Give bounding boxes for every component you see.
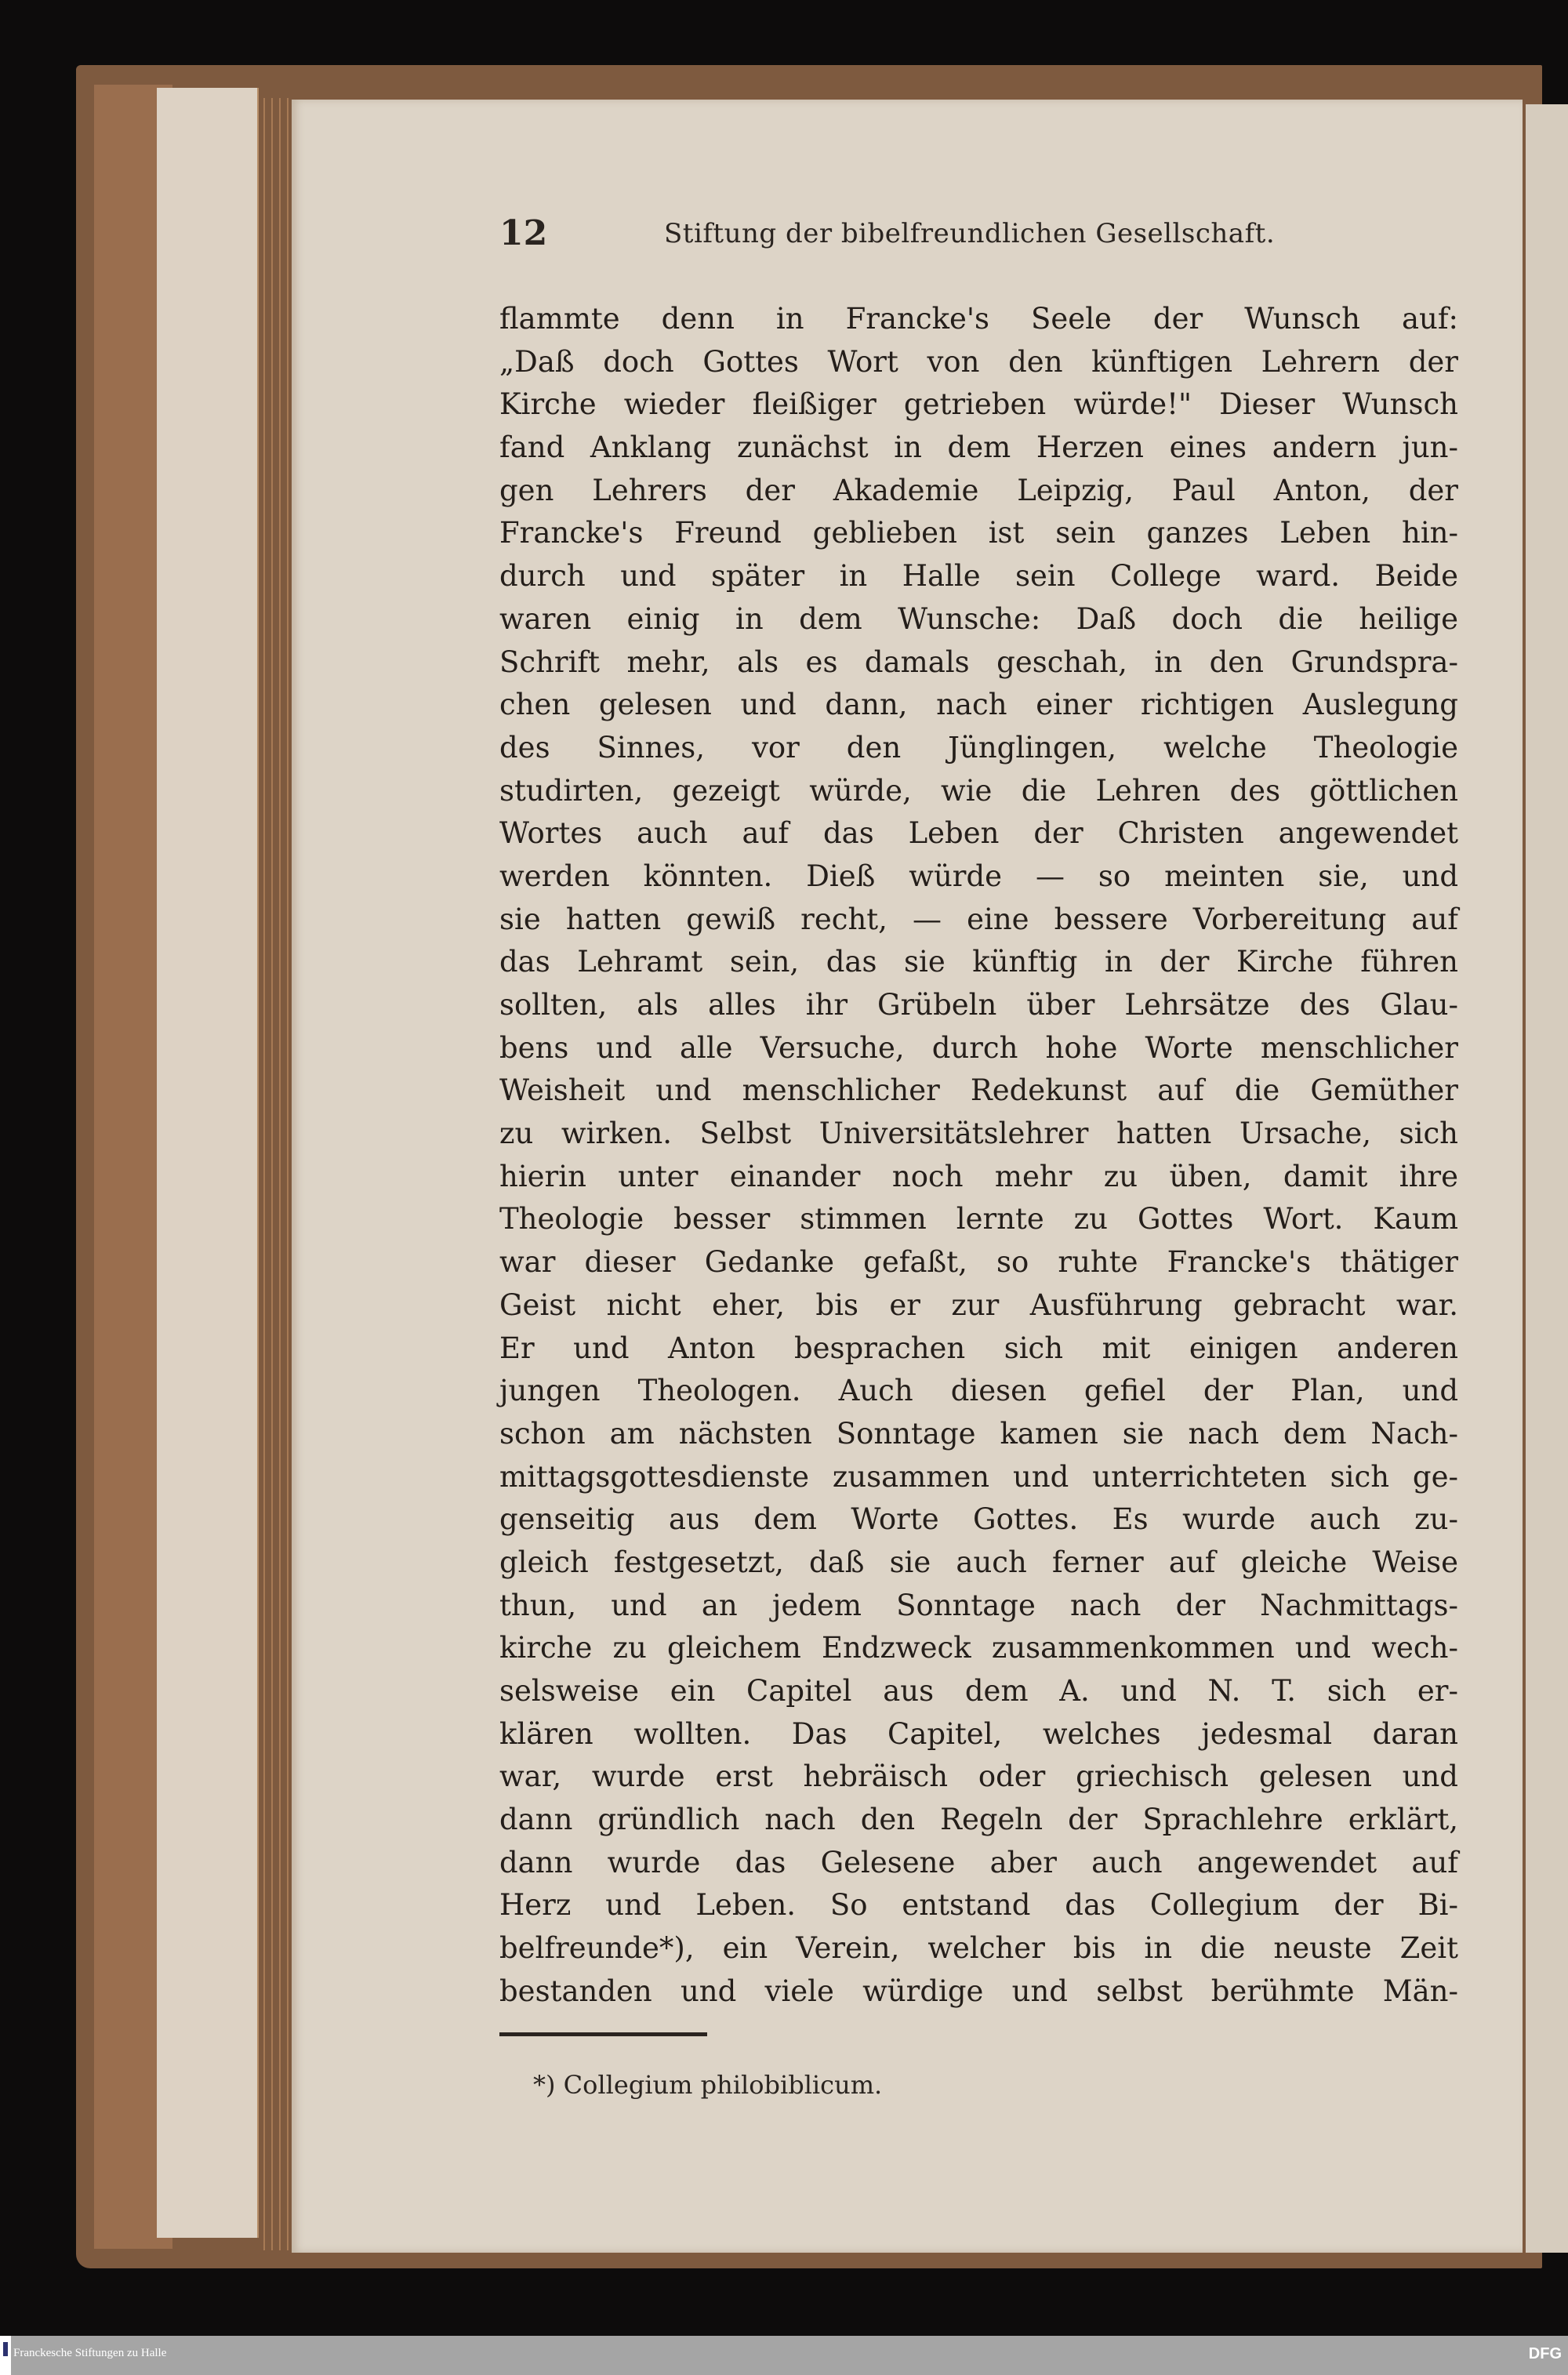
text-line: hierin unter einander noch mehr zu üben, damit ihre xyxy=(499,1159,1458,1193)
text-line: selsweise ein Capitel aus dem A. und N. T. sich er- xyxy=(499,1674,1458,1708)
text-line: bens und alle Versuche, durch hohe Worte menschlicher xyxy=(499,1030,1458,1065)
page-edge-line xyxy=(287,98,289,2250)
text-line: gleich festgesetzt, daß sie auch ferner auf gleiche Weise xyxy=(499,1545,1458,1579)
text-line: thun, und an jedem Sonntage nach der Nachmittags- xyxy=(499,1588,1458,1622)
text-line: Er und Anton besprachen sich mit einigen anderen xyxy=(499,1331,1458,1365)
text-line: Herz und Leben. So entstand das Collegium der Bi- xyxy=(499,1888,1458,1923)
text-line: Kirche wieder fleißiger getrieben würde!" Dieser Wunsch xyxy=(499,387,1458,422)
text-line: mittagsgottesdienste zusammen und unterrichteten sich ge- xyxy=(499,1459,1458,1494)
page-number: 12 xyxy=(499,213,548,253)
text-line: sollten, als alles ihr Grübeln über Lehrsätze des Glau- xyxy=(499,988,1458,1022)
text-line: war dieser Gedanke gefaßt, so ruhte Francke's thätiger xyxy=(499,1245,1458,1280)
text-line: fand Anklang zunächst in dem Herzen eines andern jun- xyxy=(499,430,1458,465)
text-line: genseitig aus dem Worte Gottes. Es wurde auch zu- xyxy=(499,1502,1458,1537)
footnote: *) Collegium philobiblicum. xyxy=(533,2070,883,2100)
text-line: sie hatten gewiß recht, — eine bessere Vorbereitung auf xyxy=(499,902,1458,936)
footnote-divider xyxy=(499,2032,707,2036)
text-line: gen Lehrers der Akademie Leipzig, Paul Anton, der xyxy=(499,473,1458,507)
page-edge-line xyxy=(279,98,281,2250)
running-title: Stiftung der bibelfreundlichen Gesellschaft. xyxy=(664,218,1276,249)
text-line: das Lehramt sein, das sie künftig in der Kirche führen xyxy=(499,945,1458,979)
text-line: chen gelesen und dann, nach einer richtigen Auslegung xyxy=(499,688,1458,722)
text-line: waren einig in dem Wunsche: Daß doch die heilige xyxy=(499,601,1458,636)
institution-logo-icon xyxy=(0,2336,11,2375)
text-line: Wortes auch auf das Leben der Christen angewendet xyxy=(499,816,1458,851)
institution-name: Franckesche Stiftungen zu Halle xyxy=(13,2347,167,2359)
left-page-stack xyxy=(157,88,259,2238)
text-line: war, wurde erst hebräisch oder griechisch gelesen und xyxy=(499,1759,1458,1794)
body-text xyxy=(499,298,1458,2014)
text-line: Francke's Freund geblieben ist sein ganzes Leben hin- xyxy=(499,516,1458,550)
text-line: Geist nicht eher, bis er zur Ausführung gebracht war. xyxy=(499,1287,1458,1322)
text-line: „Daß doch Gottes Wort von den künftigen Lehrern der xyxy=(499,344,1458,379)
footer-bar xyxy=(0,2336,1568,2375)
text-line: werden könnten. Dieß würde — so meinten sie, und xyxy=(499,859,1458,893)
text-line: Schrift mehr, als es damals geschah, in den Grundspra- xyxy=(499,645,1458,679)
text-line: zu wirken. Selbst Universitätslehrer hatten Ursache, sich xyxy=(499,1117,1458,1151)
text-line: studirten, gezeigt würde, wie die Lehren des göttlichen xyxy=(499,773,1458,808)
text-line: flammte denn in Francke's Seele der Wunsch auf: xyxy=(499,302,1458,336)
text-line: dann gründlich nach den Regeln der Sprachlehre erklärt, xyxy=(499,1803,1458,1837)
page-header xyxy=(499,213,1283,260)
page-edge-line xyxy=(271,98,273,2250)
text-line: belfreunde*), ein Verein, welcher bis in die neuste Zeit xyxy=(499,1931,1458,1966)
text-line: Theologie besser stimmen lernte zu Gottes Wort. Kaum xyxy=(499,1202,1458,1237)
text-line: des Sinnes, vor den Jünglingen, welche Theologie xyxy=(499,730,1458,764)
text-line: dann wurde das Gelesene aber auch angewendet auf xyxy=(499,1845,1458,1879)
text-line: klären wollten. Das Capitel, welches jedesmal daran xyxy=(499,1716,1458,1751)
next-page-edge xyxy=(1526,104,1568,2253)
dfg-logo: DFG xyxy=(1528,2345,1562,2362)
text-line: Weisheit und menschlicher Redekunst auf die Gemüther xyxy=(499,1073,1458,1108)
page-edge-line xyxy=(263,98,265,2250)
text-line: kirche zu gleichem Endzweck zusammenkommen und wech- xyxy=(499,1631,1458,1665)
text-line: schon am nächsten Sonntage kamen sie nach dem Nach- xyxy=(499,1416,1458,1451)
text-line: bestanden und viele würdige und selbst berühmte Män- xyxy=(499,1974,1458,2008)
text-line: durch und später in Halle sein College ward. Beide xyxy=(499,559,1458,594)
text-line: jungen Theologen. Auch diesen gefiel der Plan, und xyxy=(499,1374,1458,1408)
